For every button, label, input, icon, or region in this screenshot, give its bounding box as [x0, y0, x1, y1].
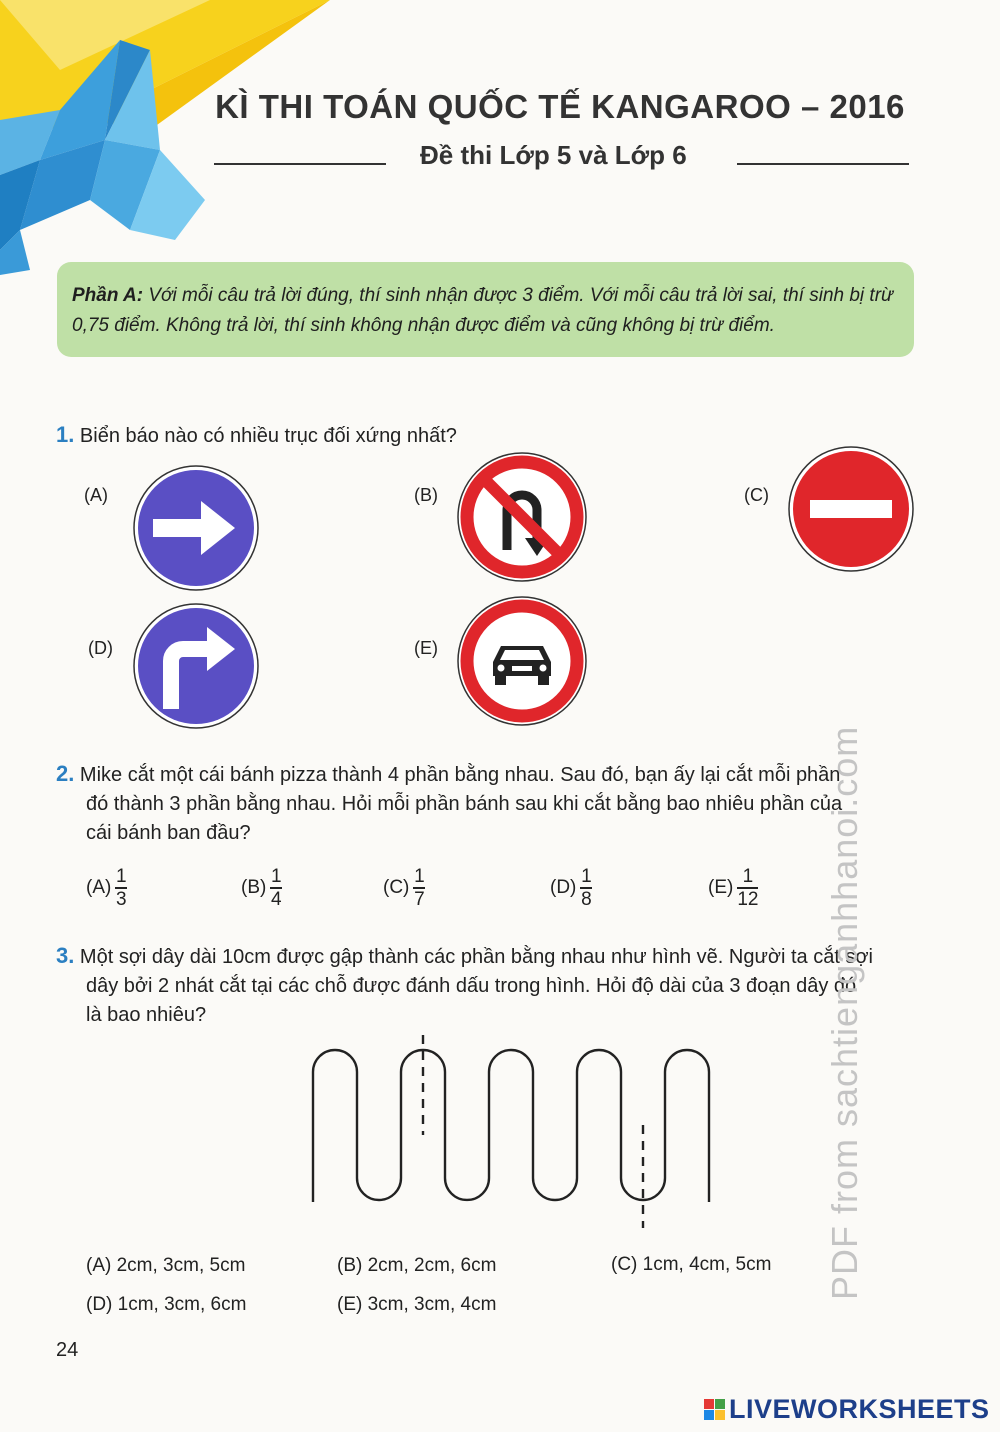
- brand-name: LIVEWORKSHEETS: [729, 1394, 990, 1424]
- folded-wire-diagram: [300, 1030, 740, 1230]
- q1-option-c-label[interactable]: (C): [744, 485, 769, 505]
- arrow-right-sign-icon[interactable]: [131, 463, 261, 593]
- subtitle-rule-left: [214, 163, 386, 165]
- q2-option-d-label: (D): [550, 876, 577, 898]
- question-2-line-2: đó thành 3 phần bằng nhau. Hỏi mỗi phần bánh sau khi cắt bằng bao nhiêu phần của: [86, 793, 843, 815]
- question-2-line-1: Mike cắt một cái bánh pizza thành 4 phần bằng nhau. Sau đó, bạn ấy lại cắt mỗi phần: [79, 764, 841, 786]
- q2-option-a[interactable]: [86, 866, 127, 910]
- q3-option-e[interactable]: (E) 3cm, 3cm, 4cm: [337, 1294, 497, 1315]
- q3-option-b[interactable]: (B) 2cm, 2cm, 6cm: [337, 1255, 497, 1276]
- part-a-label: Phần A:: [72, 285, 144, 306]
- question-3-line-2: dây bởi 2 nhát cắt tại các chỗ được đánh dấu trong hình. Hỏi độ dài của 3 đoạn dây đó: [86, 975, 857, 997]
- kangaroo-origami-decoration: [0, 0, 330, 280]
- q1-option-d-label[interactable]: (D): [88, 638, 113, 658]
- fraction: [737, 866, 758, 910]
- watermark: PDF from sachtienganhhanoi.com: [824, 725, 865, 1300]
- part-a-text: Với mỗi câu trả lời đúng, thí sinh nhận được 3 điểm. Với mỗi câu trả lời sai, thí sinh bị trừ 0,75 điểm. Không trả lời, thí sinh không nhận được điểm và cũng không bị trừ điểm.: [72, 285, 894, 336]
- denominator: 8: [581, 888, 592, 910]
- q2-option-e[interactable]: [708, 866, 758, 910]
- page-subtitle: Đề thi Lớp 5 và Lớp 6: [420, 140, 687, 170]
- q1-option-a-label[interactable]: (A): [84, 485, 108, 505]
- fraction: [580, 866, 592, 910]
- denominator: 12: [737, 888, 759, 910]
- no-cars-sign-icon[interactable]: [455, 594, 590, 729]
- q2-option-c-label: (C): [383, 876, 410, 898]
- denominator: 7: [414, 888, 425, 910]
- fraction: [413, 866, 425, 910]
- numerator: 1: [742, 866, 754, 887]
- question-3-line-3: là bao nhiêu?: [86, 1004, 207, 1026]
- numerator: 1: [581, 866, 592, 887]
- q2-option-a-label: (A): [86, 876, 112, 898]
- question-1: [56, 420, 457, 451]
- page-title: KÌ THI TOÁN QUỐC TẾ KANGAROO – 2016: [215, 88, 905, 125]
- q3-option-d[interactable]: (D) 1cm, 3cm, 6cm: [86, 1294, 247, 1315]
- part-a-instructions: [72, 281, 902, 341]
- question-2-number: 2.: [56, 761, 75, 786]
- subtitle-rule-right: [737, 163, 909, 165]
- q2-option-d[interactable]: [550, 866, 592, 910]
- q3-option-a[interactable]: (A) 2cm, 3cm, 5cm: [86, 1255, 246, 1276]
- no-u-turn-sign-icon[interactable]: [455, 450, 590, 585]
- q1-option-e-label[interactable]: (E): [414, 638, 438, 658]
- turn-right-sign-icon[interactable]: [131, 601, 261, 731]
- question-2: [56, 759, 936, 848]
- question-1-text: Biển báo nào có nhiều trục đối xứng nhất?: [79, 425, 457, 447]
- page-number: 24: [56, 1339, 79, 1361]
- numerator: 1: [414, 866, 425, 887]
- q2-option-c[interactable]: [383, 866, 425, 910]
- question-3-line-1: Một sợi dây dài 10cm được gập thành các phần bằng nhau như hình vẽ. Người ta cắt sợi: [79, 946, 873, 968]
- question-1-number: 1.: [56, 422, 75, 447]
- no-entry-sign-icon[interactable]: [786, 444, 916, 574]
- q2-option-e-label: (E): [708, 876, 734, 898]
- question-3-number: 3.: [56, 943, 75, 968]
- q2-option-b[interactable]: [241, 866, 282, 910]
- fraction: [270, 866, 282, 910]
- denominator: 4: [271, 888, 282, 910]
- q1-option-b-label[interactable]: (B): [414, 485, 438, 505]
- fraction: [115, 866, 127, 910]
- liveworksheets-icon: [704, 1399, 725, 1420]
- numerator: 1: [116, 866, 127, 887]
- question-3: [56, 941, 936, 1030]
- denominator: 3: [116, 888, 127, 910]
- liveworksheets-logo[interactable]: [704, 1394, 990, 1425]
- question-2-line-3: cái bánh ban đầu?: [86, 822, 251, 844]
- q2-option-b-label: (B): [241, 876, 267, 898]
- q3-option-c[interactable]: (C) 1cm, 4cm, 5cm: [611, 1254, 772, 1275]
- numerator: 1: [271, 866, 282, 887]
